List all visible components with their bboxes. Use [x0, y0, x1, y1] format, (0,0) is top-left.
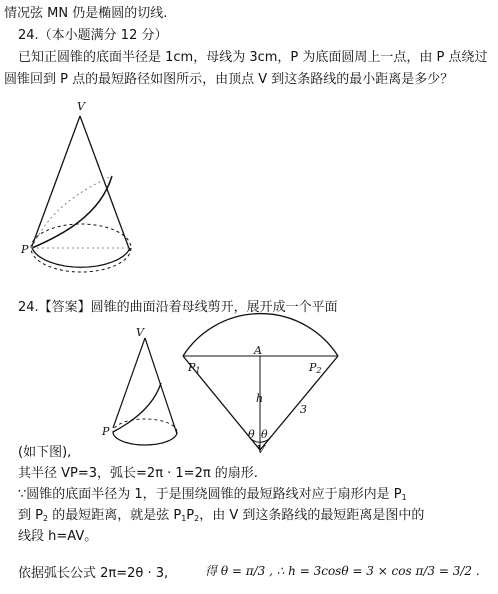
answer-line-5: 到 $P_2$ 的最短距离，就是弦 $P_1P_2$，由 V 到这条路线的最短距离是图中的 [18, 508, 425, 523]
text-line-1: 情况弦 MN 仍是椭圆的切线. [4, 6, 168, 21]
answer-line-2: (如下图), [18, 445, 72, 460]
answer-line-6: 线段 h=AV。 [18, 529, 98, 544]
formula-result: 得 θ = π/3 , ∴ h = 3cosθ = 3 × cos π/3 = 3/2 . [205, 564, 480, 578]
label-point-p2: $P_2$ [309, 361, 322, 375]
label-point-p1: $P_1$ [188, 361, 201, 375]
problem-header: 24.（本小题满分 12 分） [18, 28, 168, 43]
label-vertex-v-3: V [257, 443, 265, 456]
answer-line-7: 依据弧长公式 2π=2θ · 3, [18, 566, 169, 581]
label-point-p-2: P [102, 425, 110, 438]
label-vertex-v: V [77, 100, 85, 113]
label-height-h: h [256, 392, 264, 405]
label-point-p: P [21, 243, 29, 256]
cone-figure-2 [105, 328, 185, 458]
problem-statement-2: 圆锥回到 P 点的最短路径如图所示，由顶点 V 到这条路线的最小距离是多少？ [4, 72, 454, 87]
label-angle-theta-1: θ [248, 428, 255, 441]
label-point-a: A [254, 344, 262, 357]
label-vertex-v-2: V [136, 326, 144, 339]
problem-statement-1: 已知正圆锥的底面半径是 1cm，母线为 3cm，P 为底面圆周上一点，由 P 点绕过 [18, 50, 488, 65]
cone-figure-1 [20, 96, 150, 281]
label-angle-theta-2: θ [261, 428, 268, 441]
answer-line-4: ∵圆锥的底面半径为 1，于是围绕圆锥的最短路线对应于扇形内是 $P_1$ [18, 487, 407, 502]
label-radius-3: 3 [300, 403, 307, 416]
answer-line-1: 24.【答案】圆锥的曲面沿着母线剪开，展开成一个平面 [18, 300, 338, 315]
answer-line-3: 其半径 VP=3，弧长=2π · 1=2π 的扇形. [18, 466, 258, 481]
